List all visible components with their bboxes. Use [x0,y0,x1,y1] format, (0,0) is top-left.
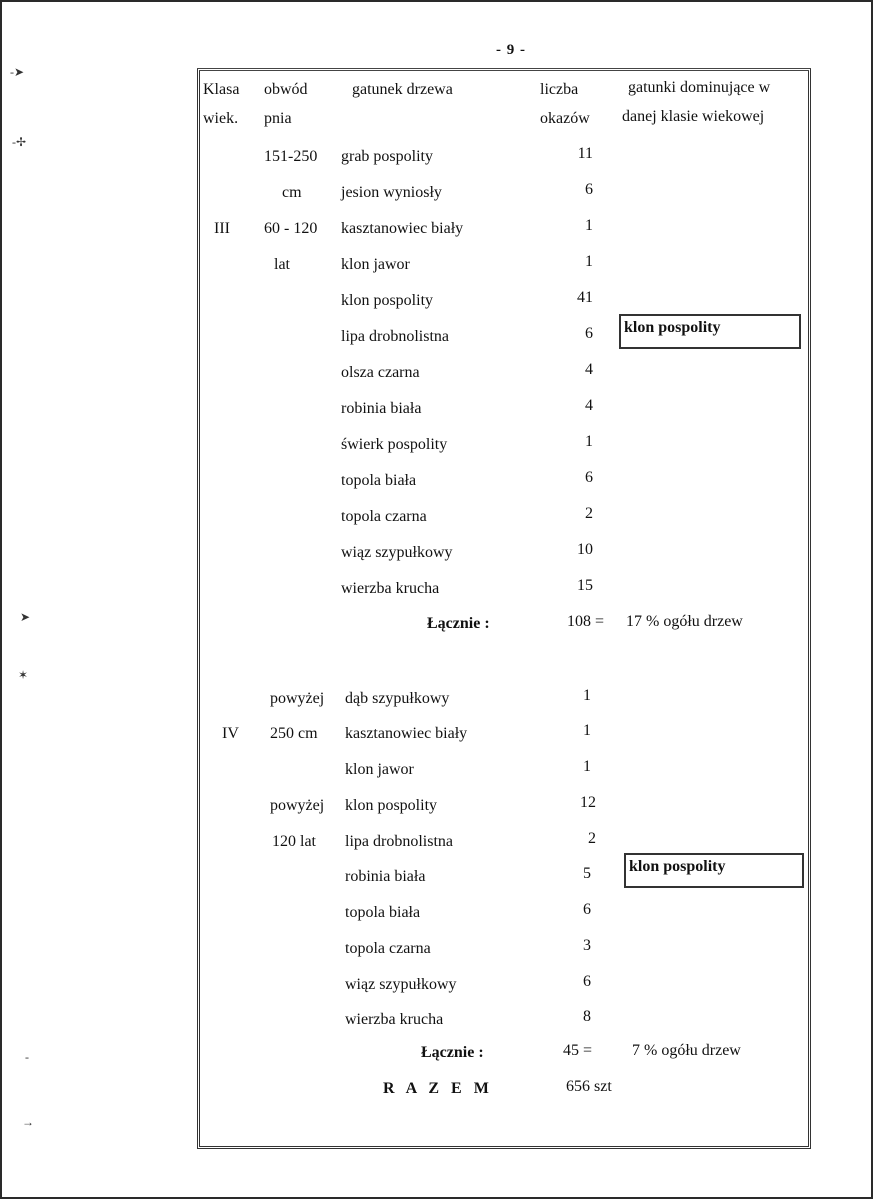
header-obwod: obwód [264,81,308,98]
species-name: klon pospolity [341,292,434,309]
species-name: wiąz szypułkowy [345,976,457,993]
header-klasa: Klasa [203,81,240,98]
species-count: 1 [583,758,591,775]
species-count: 6 [585,325,593,342]
header-obwod-2: pnia [264,110,292,127]
header-klasa-2: wiek. [203,110,239,127]
species-name: lipa drobnolistna [345,833,453,850]
obwod-line: 151-250 [264,148,318,165]
species-name: jesion wyniosły [341,184,442,201]
species-name: robinia biała [341,400,422,417]
total-label-iii: Łącznie : [427,615,490,632]
species-name: dąb szypułkowy [345,690,450,707]
margin-mark: -➤ [10,65,25,79]
species-name: kasztanowiec biały [341,220,464,237]
species-name: topola biała [345,904,421,921]
dominant-species: klon pospolity [629,858,726,875]
margin-mark: ➤ [20,610,31,624]
header-dominujace: gatunki dominujące w [628,79,771,96]
species-count: 6 [585,469,593,486]
header-dominujace-2: danej klasie wiekowej [622,108,765,125]
species-name: świerk pospolity [341,436,448,453]
species-name: wierzba krucha [345,1011,444,1028]
total-percent-iii: 17 % ogółu drzew [626,613,743,630]
class-iii-label: III [214,220,230,237]
obwod-line: 120 lat [272,833,316,850]
species-count: 6 [583,901,591,918]
margin-mark: -✢ [12,135,27,149]
species-count: 1 [585,433,593,450]
species-count: 6 [585,181,593,198]
obwod-line: powyżej [270,690,325,707]
header-gatunek: gatunek drzewa [352,81,453,98]
total-value-iv: 45 = [563,1042,593,1059]
species-name: robinia biała [345,868,426,885]
species-name: topola czarna [345,940,431,957]
species-count: 1 [585,217,593,234]
species-name: topola czarna [341,508,427,525]
total-value-iii: 108 = [567,613,605,630]
species-count: 15 [577,577,593,594]
species-count: 10 [577,541,593,558]
header-liczba-2: okazów [540,110,590,127]
header-liczba: liczba [540,81,579,98]
total-label-iv: Łącznie : [421,1044,484,1061]
species-count: 1 [583,722,591,739]
species-count: 8 [583,1008,591,1025]
obwod-line: 60 - 120 [264,220,318,237]
species-name: topola biała [341,472,417,489]
species-name: olsza czarna [341,364,420,381]
species-count: 2 [585,505,593,522]
species-count: 4 [585,361,593,378]
species-name: klon jawor [341,256,410,273]
obwod-line: lat [274,256,290,273]
species-count: 1 [585,253,593,270]
species-count: 1 [583,687,591,704]
species-name: lipa drobnolistna [341,328,449,345]
dominant-box-iii [619,314,801,349]
page-number: - 9 - [496,42,526,58]
razem-label: R A Z E M [383,1080,493,1097]
dominant-box-iv [624,853,804,888]
razem-value: 656 szt [566,1078,612,1095]
margin-mark: - [25,1050,29,1064]
species-name: grab pospolity [341,148,433,165]
margin-mark: ✶ [18,668,29,682]
species-name: wiąz szypułkowy [341,544,453,561]
species-count: 41 [577,289,593,306]
margin-mark: → [22,1115,34,1129]
species-name: klon pospolity [345,797,438,814]
species-count: 2 [588,830,596,847]
obwod-line: cm [282,184,302,201]
species-count: 11 [577,145,593,162]
species-count: 6 [583,973,591,990]
species-count: 5 [583,865,591,882]
species-count: 3 [583,937,591,954]
species-name: klon jawor [345,761,414,778]
species-count: 4 [585,397,593,414]
obwod-line: powyżej [270,797,325,814]
obwod-line: 250 cm [270,725,318,742]
species-name: wierzba krucha [341,580,440,597]
dominant-species: klon pospolity [624,319,721,336]
species-name: kasztanowiec biały [345,725,468,742]
class-iv-label: IV [222,725,239,742]
total-percent-iv: 7 % ogółu drzew [632,1042,741,1059]
species-count: 12 [580,794,596,811]
